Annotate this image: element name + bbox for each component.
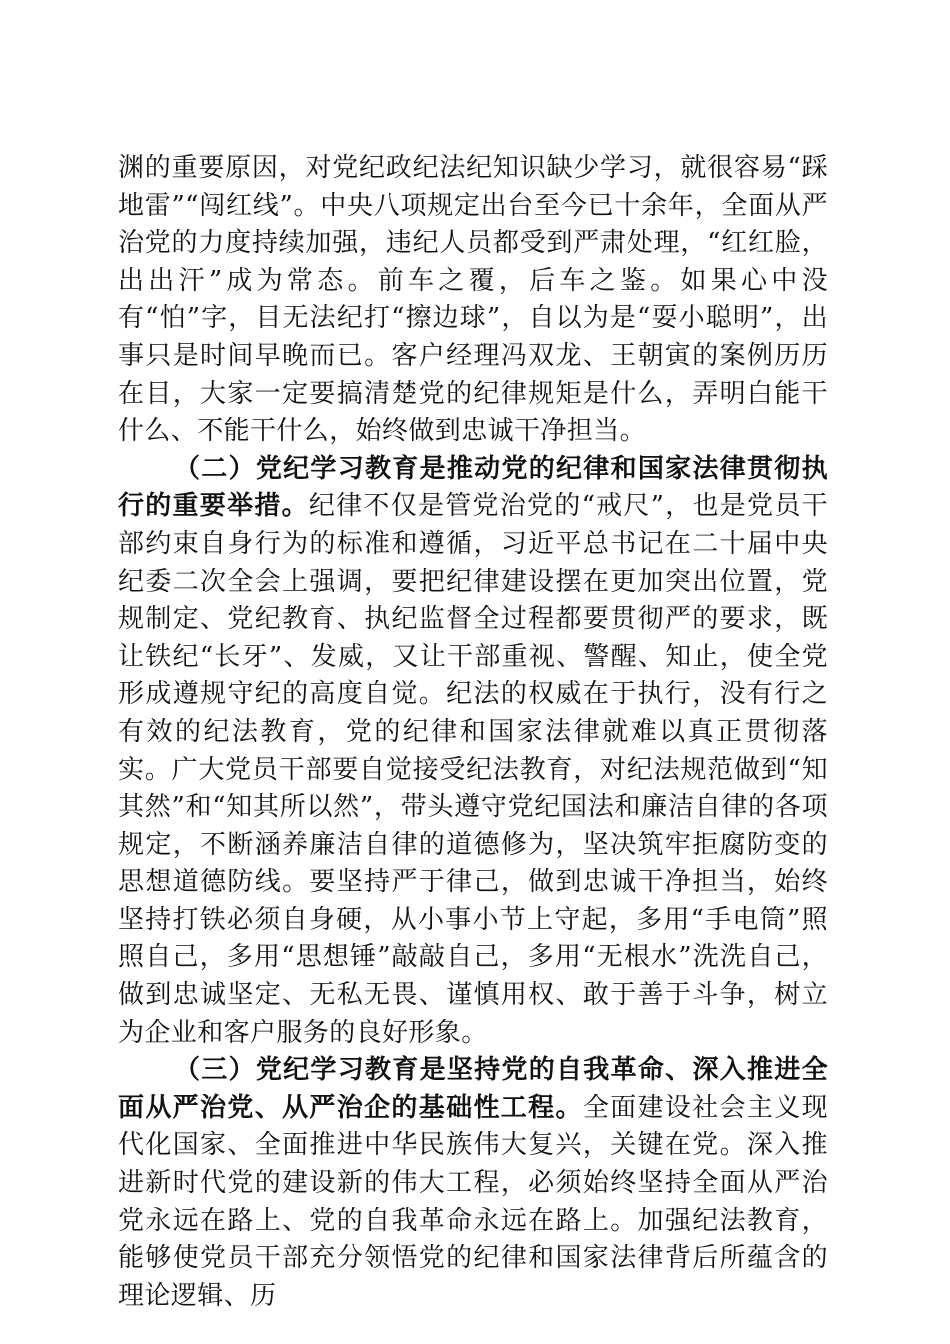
document-page — [118, 150, 828, 1315]
section-heading: （三）党纪学习教育是坚持党的自我革命、深入推进全面从严治党、从严治企的基础性工程。 — [118, 1055, 828, 1123]
section-heading: （二）党纪学习教育是推动党的纪律和国家法律贯彻执行的重要举措。 — [118, 453, 828, 522]
paragraph-body: 渊的重要原因，对党纪政纪法纪知识缺少学习，就很容易“踩地雷”“闯红线”。中央八项规定出台至今已十余年，全面从严治党的力度持续加强，违纪人员都受到严肃处理，“红红脸，出出汗”成为常态。前车之覆，后车之鉴。如果心中没有“怕”字，目无法纪打“擦边球”，自以为是“耍小聪明”，出事只是时间早晚而已。客户经理冯双龙、王朝寅的案例历历在目，大家一定要搞清楚党的纪律规矩是什么，弄明白能干什么、不能干什么，始终做到忠诚干净担当。 — [118, 153, 828, 447]
paragraph-continued — [118, 150, 828, 451]
paragraph-body: 纪律不仅是管党治党的“戒尺”，也是党员干部约束自身行为的标准和遵循，习近平总书记在二十届中央纪委二次全会上强调，要把纪律建设摆在更加突出位置，党规制定、党纪教育、执纪监督全过程都要贯彻严的要求，既让铁纪“长牙”、发威，又让干部重视、警醒、知止，使全党形成遵规守纪的高度自觉。纪法的权威在于执行，没有行之有效的纪法教育，党的纪律和国家法律就难以真正贯彻落实。广大党员干部要自觉接受纪法教育，对纪法规范做到“知其然”和“知其所以然”，带头遵守党纪国法和廉洁自律的各项规定，不断涵养廉洁自律的道德修为，坚决筑牢拒腐防变的思想道德防线。要坚持严于律己，做到忠诚干净担当，始终坚持打铁必须自身硬，从小事小节上守起，多用“手电筒”照照自己，多用“思想锤”敲敲自己，多用“无根水”洗洗自己，做到忠诚坚定、无私无畏、谨慎用权、敢于善于斗争，树立为企业和客户服务的良好形象。 — [118, 491, 828, 1048]
paragraph-section-2 — [118, 451, 828, 1053]
paragraph-body: 全面建设社会主义现代化国家、全面推进中华民族伟大复兴，关键在党。深入推进新时代党的建设新的伟大工程，必须始终坚持全面从严治党永远在路上、党的自我革命永远在路上。加强纪法教育，能够使党员干部充分领悟党的纪律和国家法律背后所蕴含的理论逻辑、历 — [118, 1092, 828, 1311]
paragraph-section-3 — [118, 1052, 828, 1315]
